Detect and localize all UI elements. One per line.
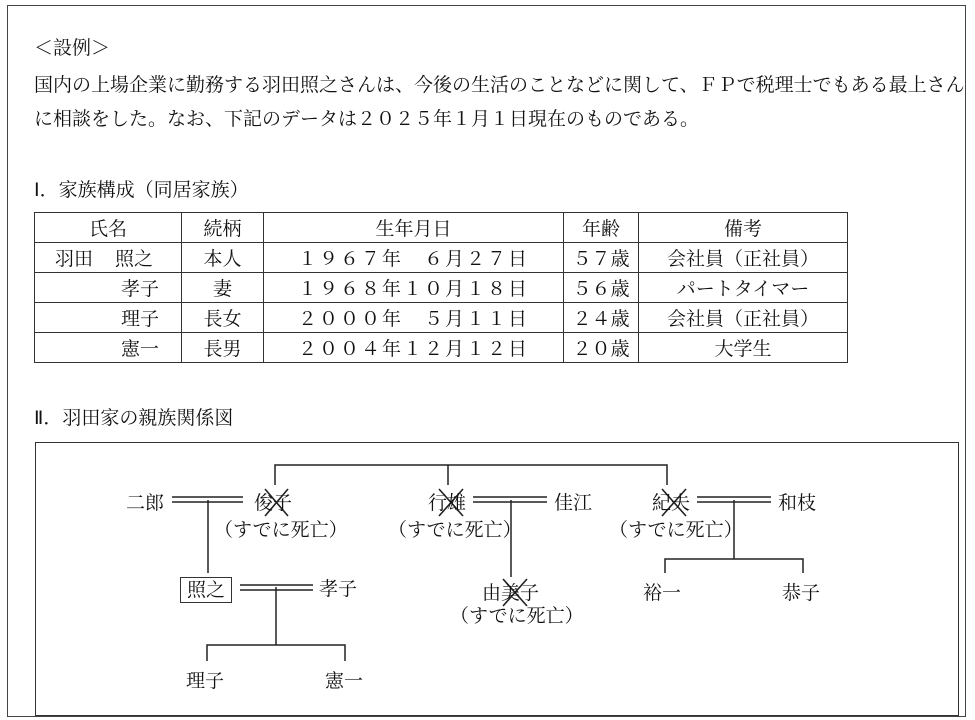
deceased-note-yukio: （すでに死亡） — [388, 519, 522, 541]
cell-age: ２０歳 — [564, 333, 639, 363]
cell-note: 会社員（正社員） — [639, 303, 848, 333]
person-kae: 佳江 — [554, 492, 593, 514]
person-yumiko: 由美子 — [482, 582, 540, 604]
cell-given-name: 孝子 — [120, 278, 159, 300]
cell-name — [35, 333, 182, 363]
person-yuichi: 裕一 — [643, 582, 682, 604]
person-kenichi: 憲一 — [325, 670, 364, 692]
person-kazue: 和枝 — [778, 492, 817, 514]
person-norio: 紀夫 — [652, 492, 691, 514]
cell-given-name: 理子 — [120, 308, 159, 330]
cell-name — [35, 273, 182, 303]
table-header-row — [35, 213, 848, 243]
table-row — [35, 333, 848, 363]
deceased-note-norio: （すでに死亡） — [609, 519, 743, 541]
kinship-lines — [36, 443, 958, 715]
cell-note: パートタイマー — [639, 273, 848, 303]
header-age: 年齢 — [564, 213, 639, 243]
cell-age: ５６歳 — [564, 273, 639, 303]
table-row — [35, 243, 848, 273]
header-name: 氏名 — [35, 213, 182, 243]
child-bracket-teruyuki — [207, 645, 345, 661]
cell-dob: １９６７年 ６月２７日 — [264, 243, 564, 273]
cell-name — [35, 303, 182, 333]
cell-age: ５７歳 — [564, 243, 639, 273]
person-teruyuki: 照之 — [180, 577, 232, 603]
person-takako: 孝子 — [319, 578, 358, 600]
table-row — [35, 303, 848, 333]
cell-name — [35, 243, 182, 273]
deceased-note-yumiko: （すでに死亡） — [450, 605, 584, 627]
cell-relation: 長男 — [182, 333, 264, 363]
family-table — [34, 212, 848, 363]
person-jiro: 二郎 — [126, 492, 165, 514]
cell-age: ２４歳 — [564, 303, 639, 333]
case-intro: 国内の上場企業に勤務する羽田照之さんは、今後の生活のことなどに関して、ＦＰで税理士でもある最上さんに相談をした。なお、下記のデータは２０２５年１月１日現在のものである。 — [34, 74, 965, 130]
cell-relation: 妻 — [182, 273, 264, 303]
cell-note: 会社員（正社員） — [639, 243, 848, 273]
header-relation: 続柄 — [182, 213, 264, 243]
person-riko: 理子 — [186, 670, 225, 692]
kinship-diagram — [35, 442, 959, 716]
header-dob: 生年月日 — [264, 213, 564, 243]
header-note: 備考 — [639, 213, 848, 243]
case-heading: ＜設例＞ — [34, 37, 111, 59]
cell-surname: 羽田 — [55, 248, 94, 270]
cell-given-name: 照之 — [115, 248, 154, 270]
deceased-note-toshiko: （すでに死亡） — [214, 519, 348, 541]
cell-relation: 本人 — [182, 243, 264, 273]
child-bracket-norio — [665, 559, 803, 573]
person-yukio: 行雄 — [428, 492, 467, 514]
cell-dob: ２００４年１２月１２日 — [264, 333, 564, 363]
person-toshiko: 俊子 — [254, 492, 293, 514]
family-section-title: Ⅰ．家族構成（同居家族） — [34, 179, 249, 201]
cell-given-name: 憲一 — [120, 338, 159, 360]
table-row — [35, 273, 848, 303]
person-kyoko: 恭子 — [782, 582, 821, 604]
document-page — [7, 5, 966, 717]
cell-dob: ２０００年 ５月１１日 — [264, 303, 564, 333]
sibling-line-top — [275, 465, 667, 485]
kinship-section-title: Ⅱ．羽田家の親族関係図 — [34, 407, 234, 429]
cell-note: 大学生 — [639, 333, 848, 363]
cell-relation: 長女 — [182, 303, 264, 333]
cell-dob: １９６８年１０月１８日 — [264, 273, 564, 303]
